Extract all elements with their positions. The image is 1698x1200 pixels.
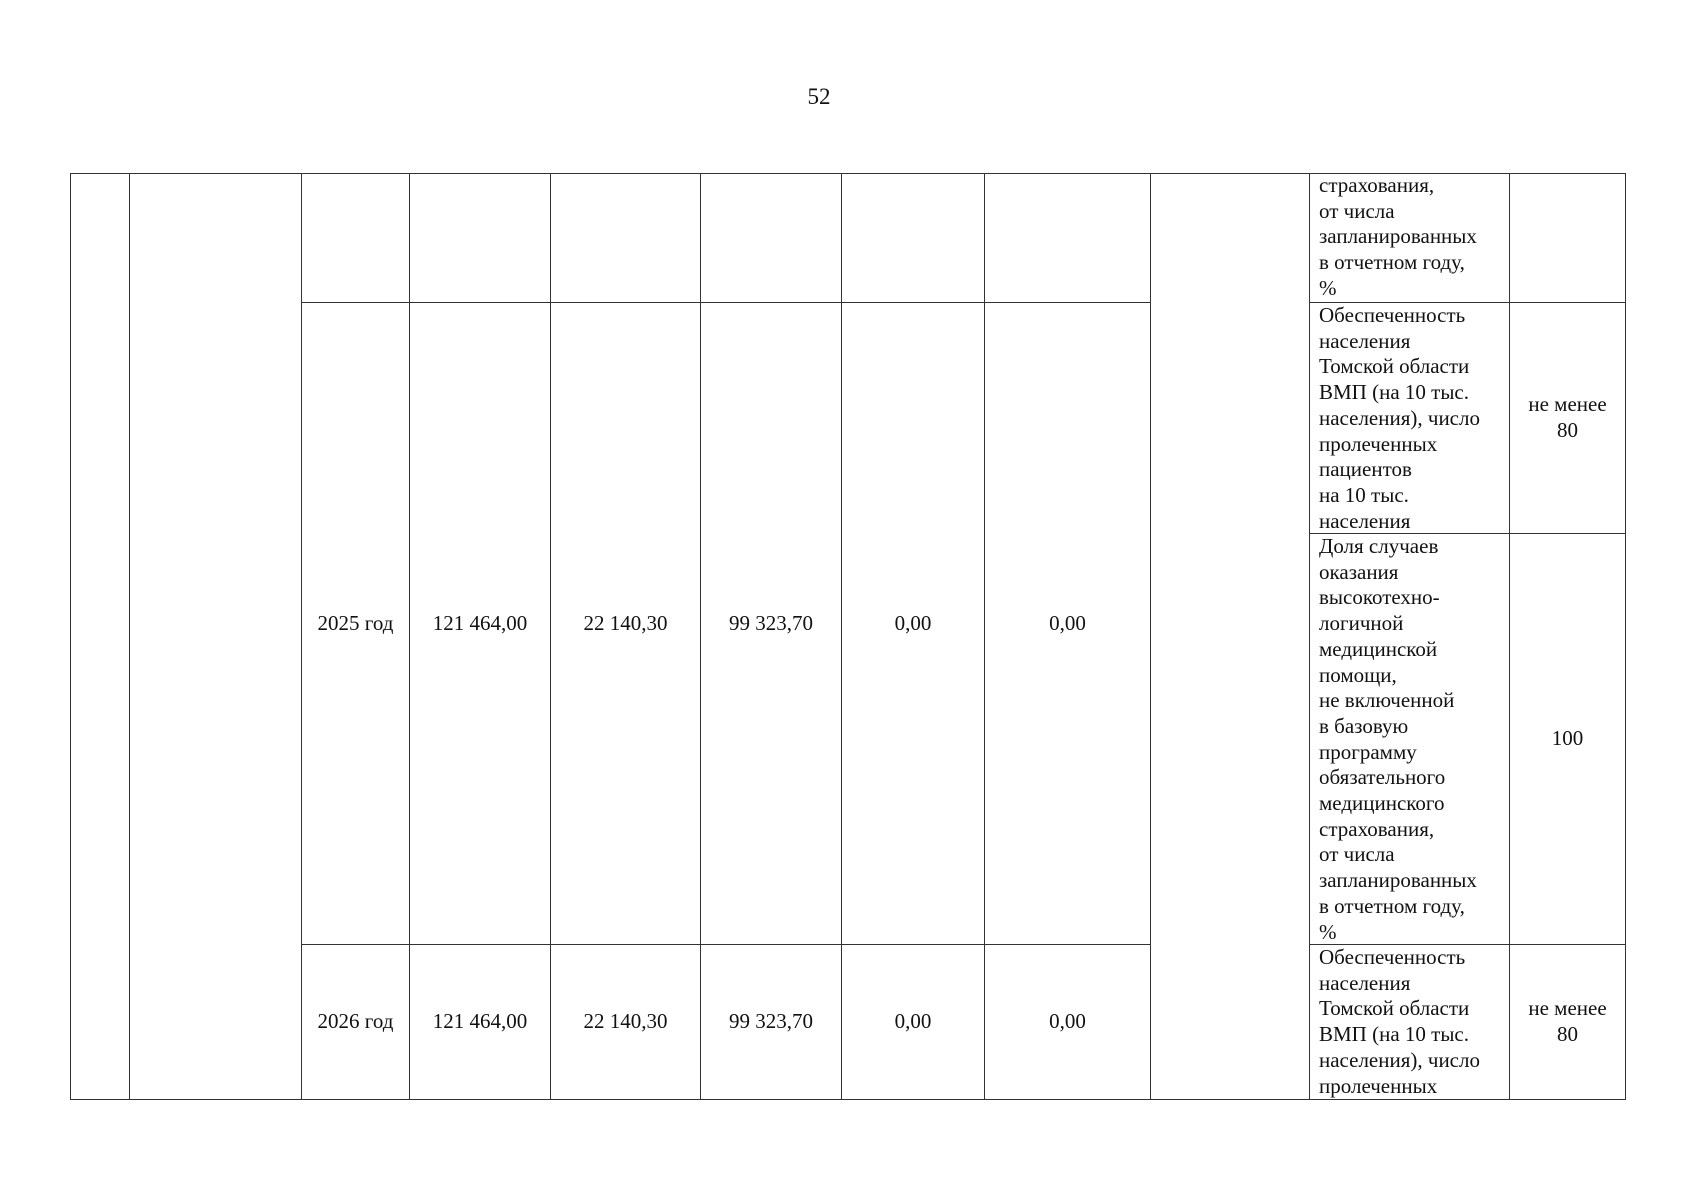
indicator-text: страхования, от числа запланированных в отчетном году, % xyxy=(1319,173,1477,300)
page-number: 52 xyxy=(807,84,831,109)
table-border xyxy=(1309,173,1310,1099)
federal-cell: 22 140,30 xyxy=(583,1009,668,1034)
indicator-value: 100 xyxy=(1551,726,1584,751)
table-border xyxy=(1150,173,1151,1099)
extra-cell: 0,00 xyxy=(1049,610,1086,635)
indicator-text: Доля случаев оказания высокотехно- логичной медицинской помощи, не включенной в базовую программу обязательного медицинского страхования, от числа запланированных в отчетном году, % xyxy=(1319,534,1477,944)
regional-cell: 99 323,70 xyxy=(729,610,813,635)
local-cell xyxy=(842,173,984,302)
indicator-value xyxy=(1510,173,1625,302)
federal-cell: 22 140,30 xyxy=(583,610,668,635)
year-cell: 2025 год xyxy=(317,610,394,635)
year-cell xyxy=(302,173,409,302)
total-cell: 121 464,00 xyxy=(432,610,528,635)
indicator-value: не менее 80 xyxy=(1528,996,1607,1046)
year-cell: 2026 год xyxy=(317,1009,394,1034)
extra-cell: 0,00 xyxy=(1049,1009,1086,1034)
extra-cell xyxy=(985,173,1150,302)
table-border xyxy=(70,173,71,1099)
indicator-text: Обеспеченность населения Томской области ВМП (на 10 тыс. населения), число пролеченных пациентов на 10 тыс. населения xyxy=(1319,303,1480,533)
indicator-text: Обеспеченность населения Томской области ВМП (на 10 тыс. населения), число пролеченных xyxy=(1319,945,1480,1098)
indicator-value: не менее 80 xyxy=(1528,392,1607,442)
local-cell: 0,00 xyxy=(894,1009,932,1034)
local-cell: 0,00 xyxy=(894,610,932,635)
table-border xyxy=(70,1099,1626,1100)
regional-cell xyxy=(701,173,841,302)
finance-table xyxy=(70,173,1625,1099)
table-border xyxy=(129,173,130,1099)
table-border xyxy=(1625,173,1626,1099)
total-cell: 121 464,00 xyxy=(432,1009,528,1034)
total-cell xyxy=(410,173,550,302)
regional-cell: 99 323,70 xyxy=(729,1009,813,1034)
federal-cell xyxy=(551,173,700,302)
